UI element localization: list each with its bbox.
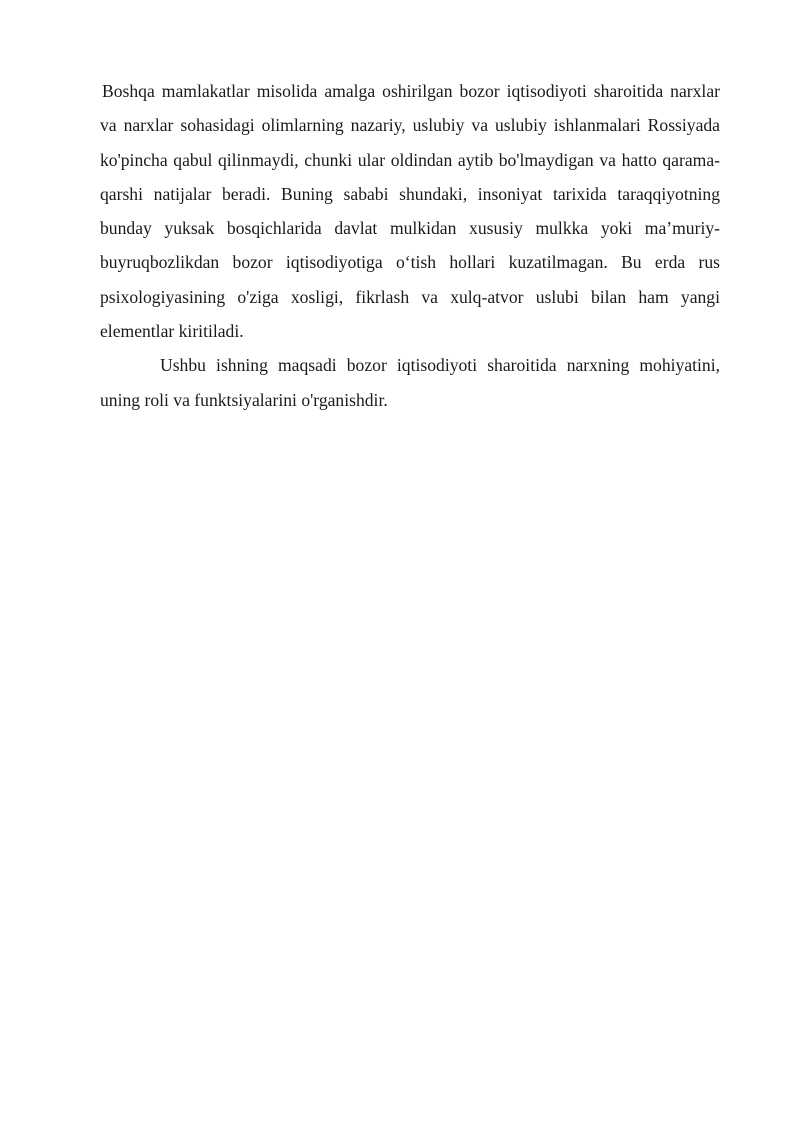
paragraph-goal: Ushbu ishning maqsadi bozor iqtisodiyoti sharoitida narxning mohiyatini, uning roli va funktsiyalarini o'rganishdir. [100, 355, 720, 410]
document-body [100, 74, 720, 417]
paragraph-intro: Boshqa mamlakatlar misolida amalga oshirilgan bozor iqtisodiyoti sharoitida narxlar va narxlar sohasidagi olimlarning nazariy, uslubiy va uslubiy ishlanmalari Rossiyada ko'pincha qabul qilinmaydi, chunki ular oldindan aytib bo'lmaydigan va hatto qarama-qarshi natijalar beradi. Buning sababi shundaki, insoniyat tarixida taraqqiyotning bunday yuksak bosqichlarida davlat mulkidan xususiy mulkka yoki ma’muriy-buyruqbozlikdan bozor iqtisodiyotiga o‘tish hollari kuzatilmagan. Bu erda rus psixologiyasining o'ziga xosligi, fikrlash va xulq-atvor uslubi bilan ham yangi elementlar kiritiladi. [100, 81, 720, 342]
